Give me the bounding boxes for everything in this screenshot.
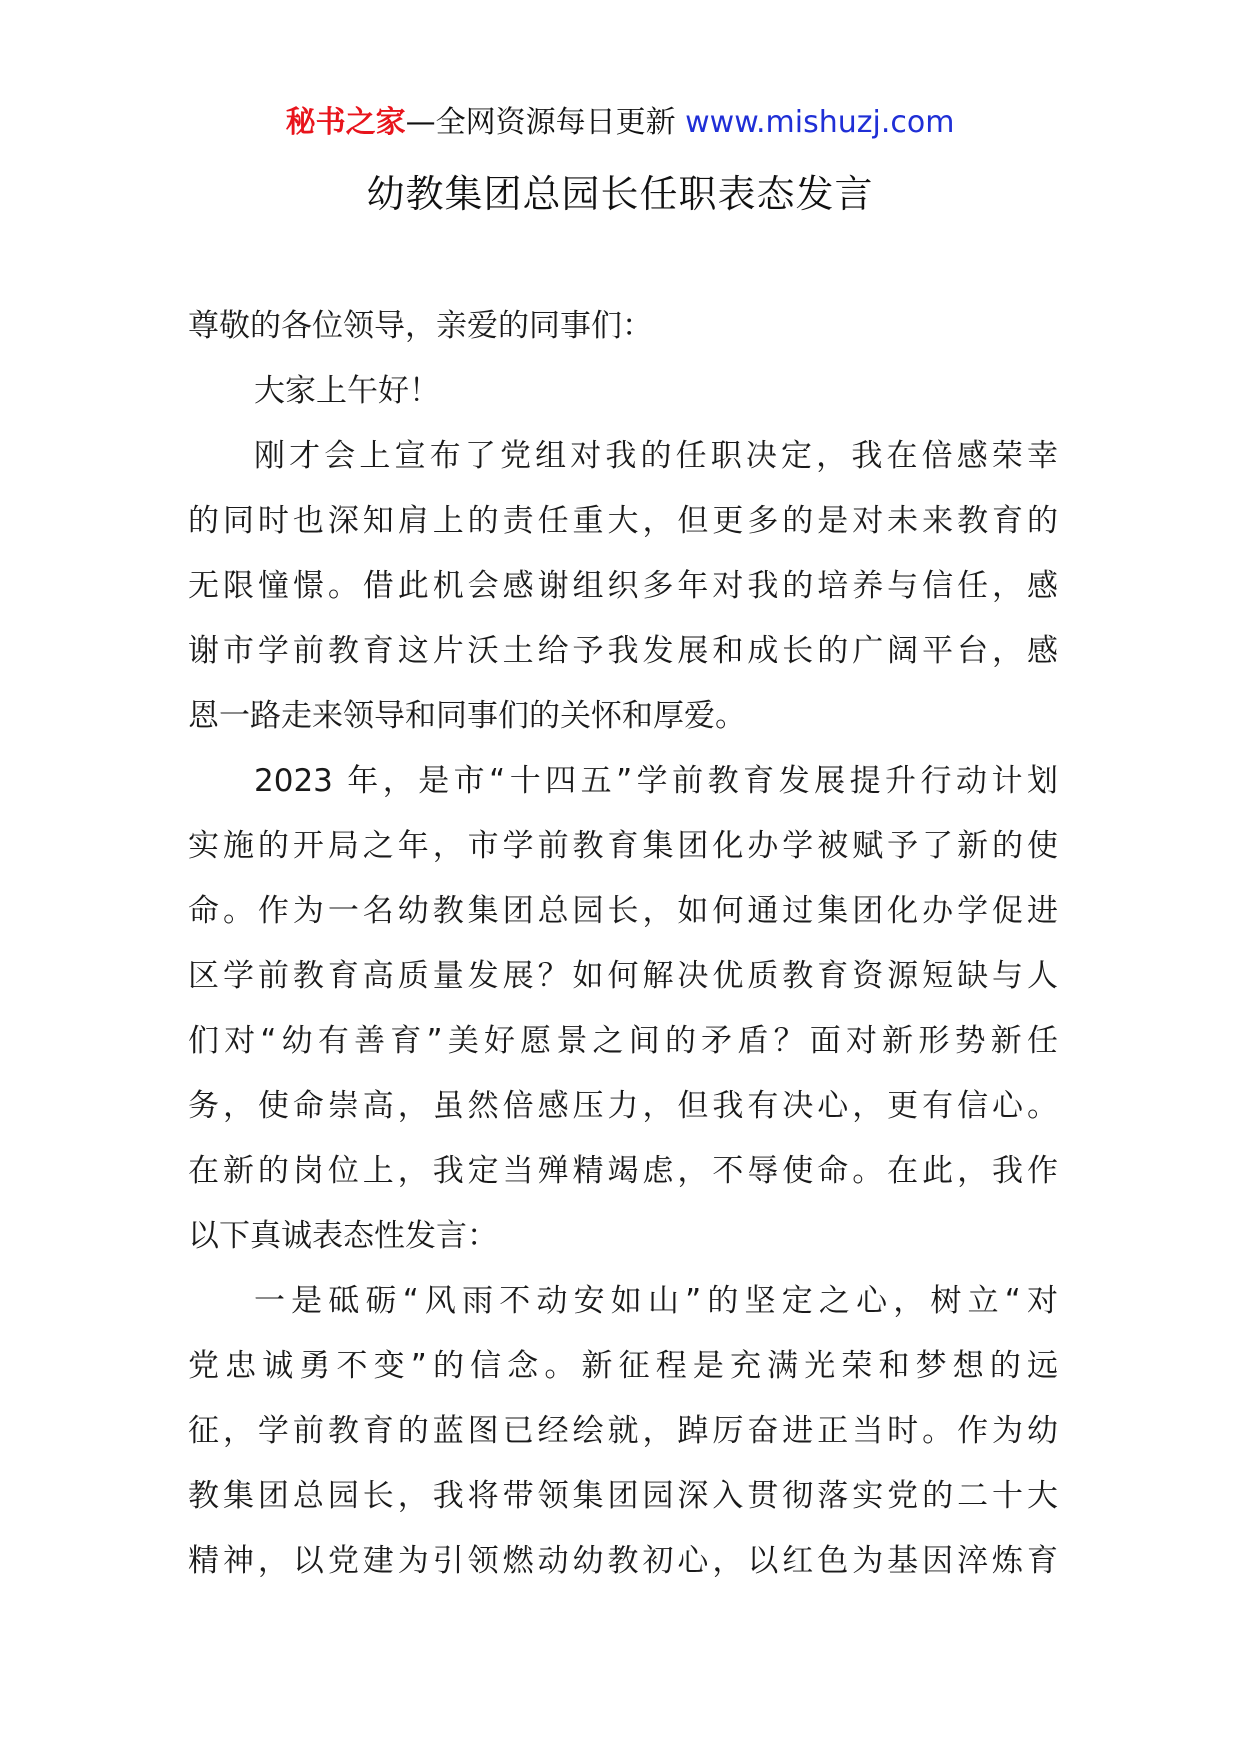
paragraph-line: 无限憧憬。借此机会感谢组织多年对我的培养与信任，感 [188, 568, 1058, 604]
paragraph-line: 恩一路走来领导和同事们的关怀和厚爱。 [188, 698, 746, 734]
salutation-line: 尊敬的各位领导，亲爱的同事们： [188, 308, 653, 344]
paragraph-line: 教集团总园长，我将带领集团园深入贯彻落实党的二十大 [188, 1478, 1058, 1514]
paragraph-line: 2023 年，是市“十四五”学前教育发展提升行动计划 [254, 763, 1058, 799]
site-banner [0, 100, 1240, 146]
greeting-line: 大家上午好！ [254, 373, 440, 409]
paragraph-line: 务，使命崇高，虽然倍感压力，但我有决心，更有信心。 [188, 1088, 1058, 1124]
paragraph-line: 精神，以党建为引领燃动幼教初心，以红色为基因淬炼育 [188, 1543, 1058, 1579]
paragraph-line: 命。作为一名幼教集团总园长，如何通过集团化办学促进 [188, 893, 1058, 929]
site-url-link[interactable]: www.mishuzj.com [685, 105, 955, 140]
document-title: 幼教集团总园长任职表态发言 [366, 172, 874, 216]
paragraph-line: 党忠诚勇不变”的信念。新征程是充满光荣和梦想的远 [188, 1348, 1058, 1384]
paragraph-line: 一是砥砺“风雨不动安如山”的坚定之心，树立“对 [254, 1283, 1058, 1319]
paragraph-line: 们对“幼有善育”美好愿景之间的矛盾？面对新形势新任 [188, 1023, 1058, 1059]
paragraph-line: 区学前教育高质量发展？如何解决优质教育资源短缺与人 [188, 958, 1058, 994]
paragraph-line: 实施的开局之年，市学前教育集团化办学被赋予了新的使 [188, 828, 1058, 864]
brand-name: 秘书之家 [285, 105, 406, 140]
paragraph-line: 以下真诚表态性发言： [188, 1218, 498, 1254]
paragraph-line: 在新的岗位上，我定当殚精竭虑，不辱使命。在此，我作 [188, 1153, 1058, 1189]
paragraph-line: 刚才会上宣布了党组对我的任职决定，我在倍感荣幸 [254, 438, 1058, 474]
paragraph-line: 谢市学前教育这片沃土给予我发展和成长的广阔平台，感 [188, 633, 1058, 669]
document-body [188, 294, 1058, 1594]
banner-tagline: —全网资源每日更新 [405, 105, 686, 140]
paragraph-line: 的同时也深知肩上的责任重大，但更多的是对未来教育的 [188, 503, 1058, 539]
paragraph-line: 征，学前教育的蓝图已经绘就，踔厉奋进正当时。作为幼 [188, 1413, 1058, 1449]
